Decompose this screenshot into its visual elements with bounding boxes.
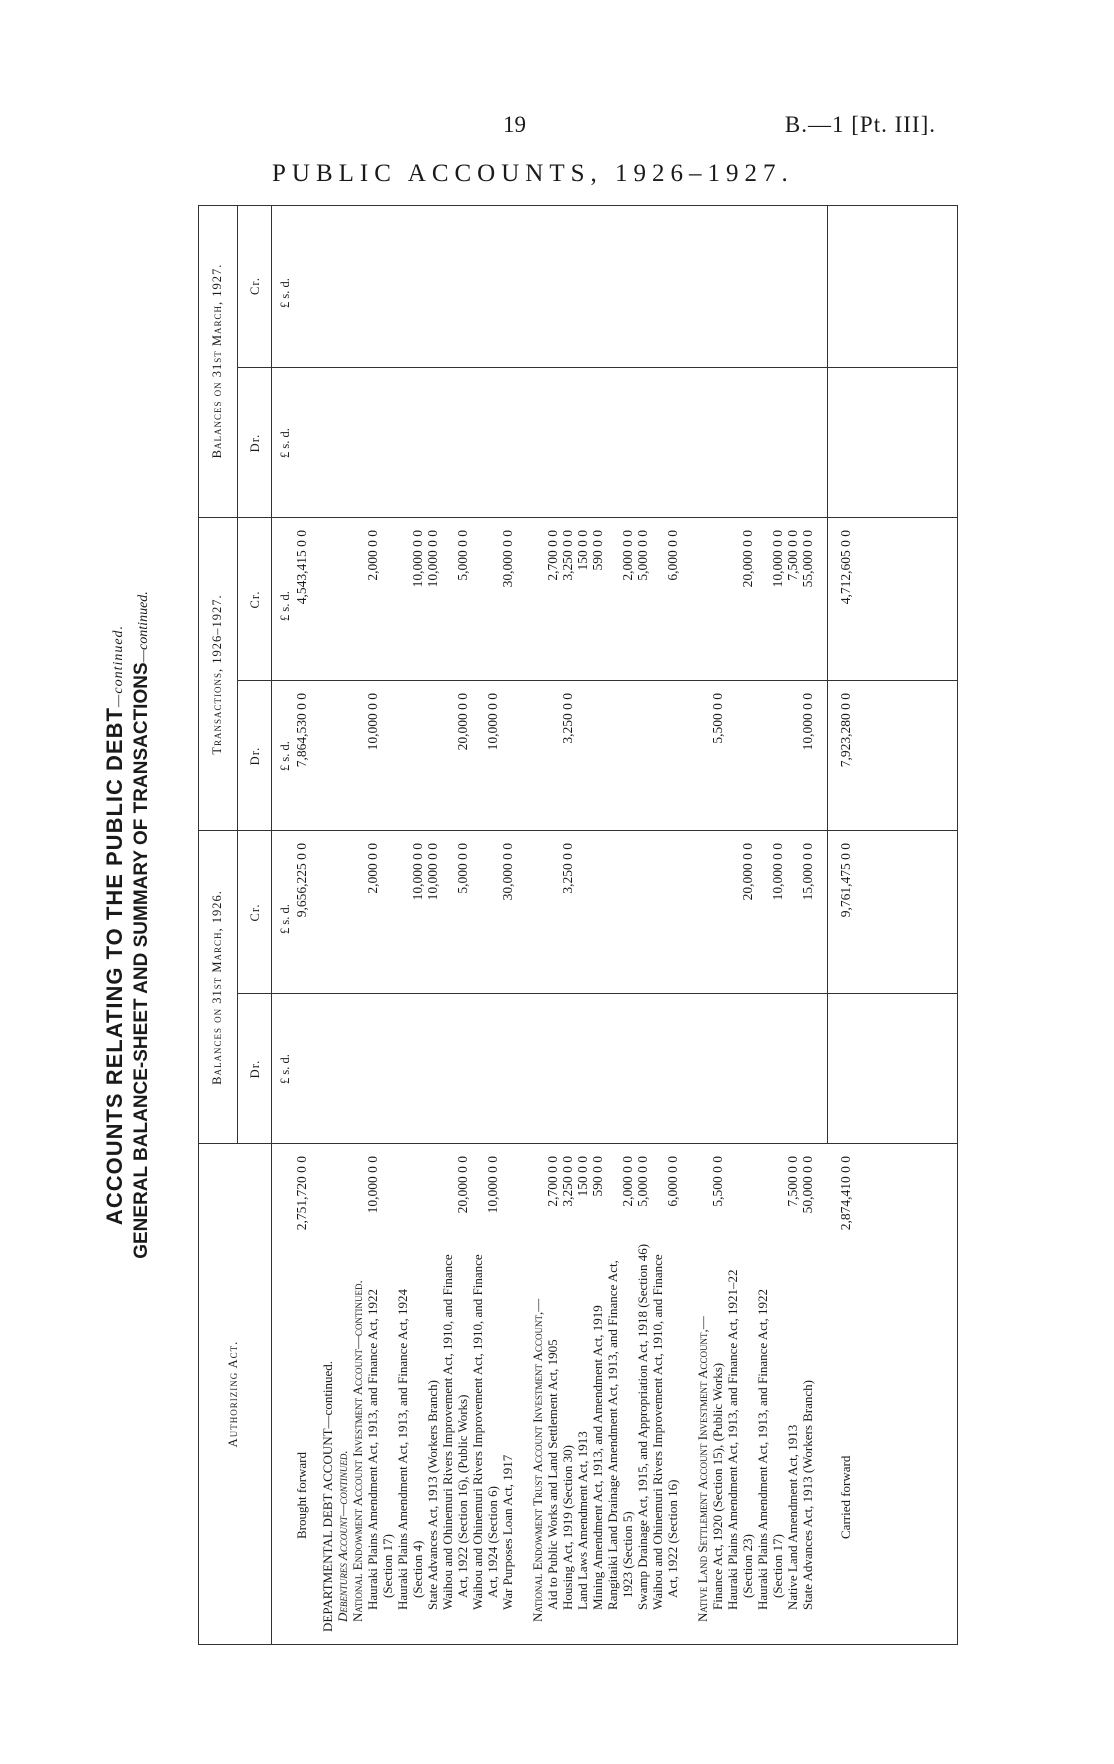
rule-after-1926 — [199, 830, 957, 831]
row-7-1926-dr: 2,700 0 0 — [545, 1156, 560, 1207]
row-5-label-cont: Act, 1924 (Section 6) — [485, 1486, 500, 1598]
row-10-1926-dr: 590 0 0 — [590, 1156, 605, 1197]
header-1926-dr: Dr. — [248, 1059, 262, 1079]
nete-heading: National Endowment Trust Account Investment Account,— — [530, 1298, 545, 1622]
brought-forward-trans-cr: 7,864,530 0 0 — [294, 693, 309, 768]
units-1927-cr: £ s. d. — [278, 278, 292, 308]
row-16-label-cont: (Section 17) — [770, 1534, 785, 1598]
row-6-trans-dr: 30,000 0 0 — [500, 843, 515, 901]
row-15-label: Hauraki Plains Amendment Act, 1913, and Finance Act, 1921–22 — [725, 1269, 740, 1610]
dept-debt-heading: DEPARTMENTAL DEBT ACCOUNT—continued. — [320, 1360, 335, 1632]
header-balances-1927: Balances on 31st March, 1927. — [210, 263, 224, 459]
nlsa-heading: Native Land Settlement Account Investment Account,— — [695, 1316, 710, 1622]
row-6-label: War Purposes Loan Act, 1917 — [500, 1454, 515, 1610]
page-reference: B.—1 [Pt. III]. — [784, 112, 936, 137]
main-title: ACCOUNTS RELATING TO THE PUBLIC DEBT—continued. — [102, 624, 127, 1226]
row-16-1927-dr: 10,000 0 0 — [770, 530, 785, 588]
row-1-label: Hauraki Plains Amendment Act, 1913, and Finance Act, 1922 — [365, 1289, 380, 1610]
row-1-1926-dr: 10,000 0 0 — [365, 1156, 380, 1214]
brought-forward-1927-dr: 4,543,415 0 0 — [294, 530, 309, 605]
row-2-label-cont: (Section 4) — [410, 1540, 425, 1598]
row-8-1926-dr: 3,250 0 0 — [560, 1156, 575, 1207]
row-11-label: Rangitaiki Land Drainage Amendment Act, 1913, and Finance Act, — [605, 1260, 620, 1610]
header-balances-1926: Balances on 31st March, 1926. — [210, 890, 224, 1085]
row-17-1926-dr: 7,500 0 0 — [785, 1156, 800, 1207]
rotated-table-stage — [100, 205, 960, 1645]
row-brought-forward-label: Brought forward — [294, 1451, 309, 1539]
row-7-label: Aid to Public Works and Land Settlement Act, 1905 — [545, 1339, 560, 1610]
total-rule — [827, 206, 828, 1144]
carried-forward-1926-dr: 2,874,410 0 0 — [838, 1156, 853, 1231]
row-12-1927-dr: 5,000 0 0 — [635, 530, 650, 581]
units-trans-cr: £ s. d. — [278, 591, 292, 621]
header-transactions: Transactions, 1926–1927. — [210, 594, 224, 755]
row-13-label: Waihou and Ohinemuri Rivers Improvement Act, 1910, and Finance — [650, 1254, 665, 1610]
row-1-label-cont: (Section 17) — [380, 1534, 395, 1598]
row-15-trans-dr: 20,000 0 0 — [740, 843, 755, 901]
table-titles — [100, 205, 151, 1645]
carried-forward-trans-cr: 7,923,280 0 0 — [838, 693, 853, 768]
row-8-label: Housing Act, 1919 (Section 30) — [560, 1444, 575, 1610]
row-2-1927-dr: 10,000 0 0 — [410, 530, 425, 588]
row-15-label-cont: (Section 23) — [740, 1534, 755, 1598]
page-heading: PUBLIC ACCOUNTS, 1926–1927. — [272, 160, 794, 187]
row-13-1926-dr: 6,000 0 0 — [665, 1156, 680, 1207]
row-12-label: Swamp Drainage Act, 1915, and Appropriation Act, 1918 (Section 46) — [635, 1243, 650, 1610]
row-18-label: State Advances Act, 1913 (Workers Branch) — [800, 1379, 815, 1610]
row-9-1927-dr: 150 0 0 — [575, 530, 590, 571]
header-1927-dr: Dr. — [248, 433, 262, 453]
row-2-label: Hauraki Plains Amendment Act, 1913, and Finance Act, 1924 — [395, 1289, 410, 1610]
row-18-trans-dr: 15,000 0 0 — [800, 843, 815, 901]
header-trans-dr: Dr. — [248, 746, 262, 766]
header-1926-cr: Cr. — [248, 903, 262, 922]
rule-1926-drcr — [237, 993, 957, 994]
row-4-trans-dr: 5,000 0 0 — [455, 843, 470, 894]
row-8-trans-cr: 3,250 0 0 — [560, 693, 575, 744]
rule-1927-drcr — [237, 367, 957, 368]
rule-trans-drcr — [237, 680, 957, 681]
row-9-label: Land Laws Amendment Act, 1913 — [575, 1431, 590, 1610]
row-1-trans-cr: 10,000 0 0 — [365, 693, 380, 751]
units-1927-dr: £ s. d. — [278, 428, 292, 458]
row-14-label: Finance Act, 1920 (Section 15), (Public Works) — [710, 1362, 725, 1610]
header-authorizing-act: Authorizing Act. — [226, 1340, 240, 1448]
row-5-label: Waihou and Ohinemuri Rivers Improvement Act, 1910, and Finance — [470, 1254, 485, 1610]
row-5-1926-dr: 10,000 0 0 — [485, 1156, 500, 1214]
rule-after-transactions — [199, 517, 957, 518]
row-13-1927-dr: 6,000 0 0 — [665, 530, 680, 581]
row-18-1926-dr: 50,000 0 0 — [800, 1156, 815, 1214]
row-14-1926-dr: 5,500 0 0 — [710, 1156, 725, 1207]
row-6-1927-dr: 30,000 0 0 — [500, 530, 515, 588]
carried-forward-1927-dr: 4,712,605 0 0 — [838, 530, 853, 605]
row-10-label: Mining Amendment Act, 1913, and Amendment Act, 1919 — [590, 1305, 605, 1610]
row-18-1927-dr: 55,000 0 0 — [800, 530, 815, 588]
row-16-trans-dr: 10,000 0 0 — [770, 843, 785, 901]
row-4-1927-dr: 5,000 0 0 — [455, 530, 470, 581]
row-8-trans-dr: 3,250 0 0 — [560, 843, 575, 894]
row-16-label: Hauraki Plains Amendment Act, 1913, and Finance Act, 1922 — [755, 1289, 770, 1610]
header-group-rule — [237, 206, 238, 1144]
row-9-1926-dr: 150 0 0 — [575, 1156, 590, 1197]
row-7-1927-dr: 2,700 0 0 — [545, 530, 560, 581]
row-carried-forward-label: Carried forward — [838, 1455, 853, 1539]
row-14-trans-cr: 5,500 0 0 — [710, 693, 725, 744]
row-3-1927-dr: 10,000 0 0 — [425, 530, 440, 588]
row-4-1926-dr: 20,000 0 0 — [455, 1156, 470, 1214]
row-11-1926-dr: 2,000 0 0 — [620, 1156, 635, 1207]
page-number: 19 — [503, 112, 526, 137]
row-3-trans-dr: 10,000 0 0 — [425, 843, 440, 901]
row-11-label-cont: 1923 (Section 5) — [620, 1511, 635, 1598]
header-1927-cr: Cr. — [248, 277, 262, 295]
row-12-1926-dr: 5,000 0 0 — [635, 1156, 650, 1207]
row-17-label: Native Land Amendment Act, 1913 — [785, 1424, 800, 1610]
balance-sheet-table — [198, 205, 958, 1645]
row-3-label: State Advances Act, 1913 (Workers Branch) — [425, 1379, 440, 1610]
row-4-label: Waihou and Ohinemuri Rivers Improvement Act, 1910, and Finance — [440, 1254, 455, 1610]
header-trans-cr: Cr. — [248, 590, 262, 609]
row-8-1927-dr: 3,250 0 0 — [560, 530, 575, 581]
units-1926-dr: £ s. d. — [278, 1054, 292, 1084]
row-4-label-cont: Act, 1922 (Section 16), (Public Works) — [455, 1394, 470, 1598]
row-11-1927-dr: 2,000 0 0 — [620, 530, 635, 581]
debentures-heading: Debentures Account—continued. — [335, 1450, 350, 1622]
row-1-1927-dr: 2,000 0 0 — [365, 530, 380, 581]
row-18-trans-cr: 10,000 0 0 — [800, 693, 815, 751]
sub-title: GENERAL BALANCE-SHEET AND SUMMARY OF TRANSACTIONS—continued. — [131, 591, 152, 1259]
header-bottom-rule — [271, 206, 272, 1644]
units-1926-cr: £ s. d. — [278, 904, 292, 934]
brought-forward-trans-dr: 9,656,225 0 0 — [294, 843, 309, 918]
row-5-trans-cr: 10,000 0 0 — [485, 693, 500, 751]
row-2-trans-dr: 10,000 0 0 — [410, 843, 425, 901]
row-17-1927-dr: 7,500 0 0 — [785, 530, 800, 581]
row-1-trans-dr: 2,000 0 0 — [365, 843, 380, 894]
row-10-1927-dr: 590 0 0 — [590, 530, 605, 571]
row-13-label-cont: Act, 1922 (Section 16) — [665, 1479, 680, 1598]
carried-forward-trans-dr: 9,761,475 0 0 — [838, 843, 853, 918]
row-15-1927-dr: 20,000 0 0 — [740, 530, 755, 588]
brought-forward-1926-dr: 2,751,720 0 0 — [294, 1156, 309, 1231]
row-4-trans-cr: 20,000 0 0 — [455, 693, 470, 751]
units-trans-dr: £ s. d. — [278, 741, 292, 771]
nea-heading: National Endowment Account Investment Account—continued. — [350, 1280, 365, 1622]
